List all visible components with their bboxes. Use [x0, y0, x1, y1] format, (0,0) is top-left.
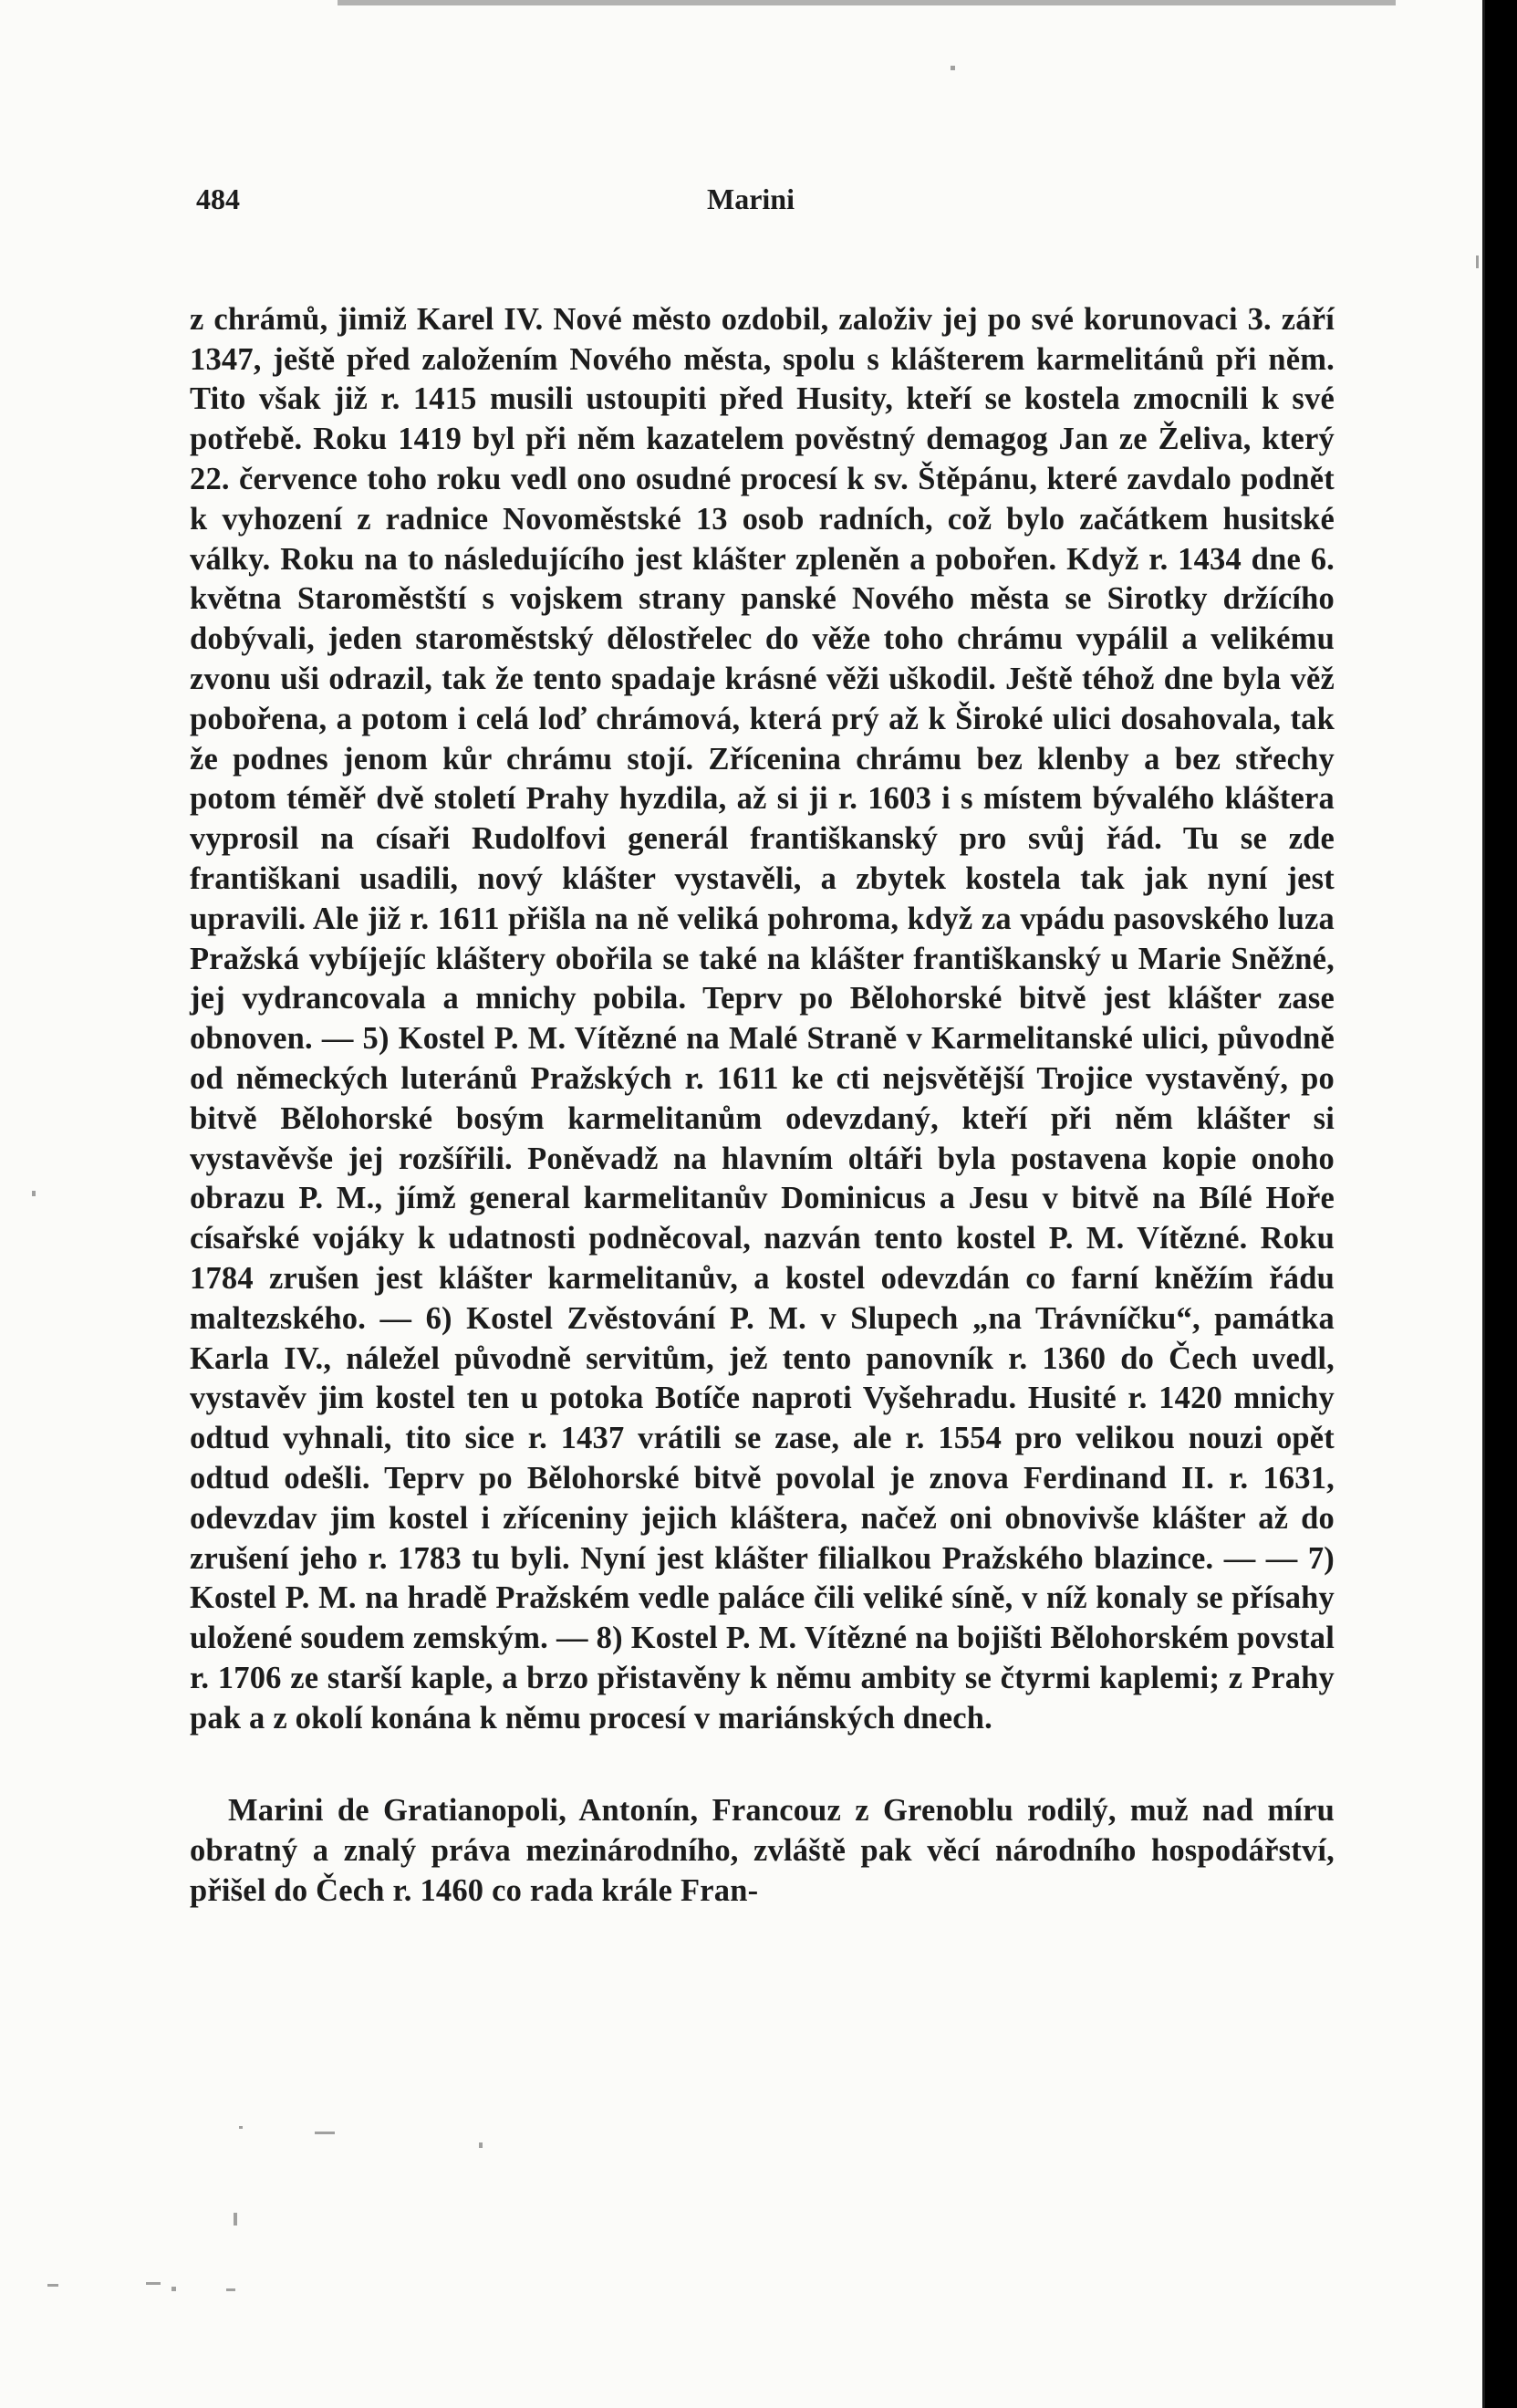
- page-top-edge: [338, 0, 1396, 5]
- page-header: [196, 182, 1273, 228]
- running-head: Marini: [707, 182, 795, 215]
- body-text: [190, 260, 1335, 1951]
- page-number: 484: [196, 182, 240, 215]
- paragraph: Marini de Gratianopoli, Antonín, Francouz z Grenoblu rodilý, muž nad míru obratný a znalý práva mezinárodního, zvláště pak věcí národního hospodářství, přišel do Čech r. 1460 co rada krále Fran-: [190, 1793, 1335, 1908]
- paragraph: z chrámů, jimiž Karel IV. Nové město ozdobil, založiv jej po své korunovaci 3. září 1347, ještě před založením Nového města, spolu s klášterem karmelitánů při něm. Tito však již r. 1415 musili ustoupiti před Husity, kteří se kostela zmocnili k své potřebě. Roku 1419 byl při něm kazatelem pověstný demagog Jan ze Želiva, který 22. července toho roku vedl ono osudné procesí k sv. Štěpánu, které zavdalo podnět k vyhození z radnice Novoměstské 13 osob radních, což bylo začátkem husitské války. Roku na to následujícího jest klášter zpleněn a pobořen. Když r. 1434 dne 6. května Staroměstští s vojskem strany panské Nového města se Sirotky držícího dobývali, jeden staroměstský dělostřelec do věže toho chrámu vypálil a velikému zvonu uši odrazil, tak že tento spadaje krásné věži uškodil. Ještě téhož dne byla věž pobořena, a potom i celá loď chrámová, která prý až k Široké ulici dosahovala, tak že podnes jenom kůr chrámu stojí. Zřícenina chrámu bez klenby a bez střechy potom téměř dvě století Prahy hyzdila, až si ji r. 1603 i s místem bývalého kláštera vyprosil na císaři Rudolfovi generál františkanský pro svůj řád. Tu se zde františkani usadili, nový klášter vystavěli, a zbytek kostela tak jak nyní jest upravili. Ale již r. 1611 přišla na ně veliká pohroma, když za vpádu pasovského luza Pražská vybíjejíc kláštery obořila se také na klášter františkanský u Marie Sněžné, jej vydrancovala a mnichy pobila. Teprv po Bělohorské bitvě jest klášter zase obnoven. — 5) Kostel P. M. Vítězné na Malé Straně v Karmelitanské ulici, původně od německých luteránů Pražských r. 1611 ke cti nejsvětější Trojice vystavěný, po bitvě Bělohorské bosým karmelitanům odevzdaný, kteří při něm klášter si vystavěvše jej rozšířili. Poněvadž na hlavním oltáři byla postavena kopie onoho obrazu P. M., jímž general karmelitanův Dominicus a Jesu v bitvě na Bílé Hoře císařské vojáky k udatnosti podněcoval, nazván tento kostel P. M. Vítězné. Roku 1784 zrušen jest klášter karmelitanův, a kostel odevzdán co farní kněžím řádu maltezského. — 6) Kostel Zvěstování P. M. v Slupech „na Trávníčku“, památka Karla IV., náležel původně servitům, jež tento panovník r. 1360 do Čech uvedl, vystavěv jim kostel ten u potoka Botíče naproti Vyšehradu. Husité r. 1420 mnichy odtud vyhnali, tito sice r. 1437 vrátili se zase, ale r. 1554 pro velikou nouzi opět odtud odešli. Teprv po Bělohorské bitvě povolal je znova Ferdinand II. r. 1631, odevzdav jim kostel i zříceniny jejich kláštera, načež oni obnovivše klášter až do zrušení jeho r. 1783 tu byli. Nyní jest klášter filialkou Pražského blazince. — — 7) Kostel P. M. na hradě Pražském vedle paláce čili veliké síně, v níž konaly se přísahy uložené soudem zemským. — 8) Kostel P. M. Vítězné na bojišti Bělohorském povstal r. 1706 ze starší kaple, a brzo přistavěny k němu ambity se čtyrmi kaplemi; z Prahy pak a z okolí konána k němu procesí v mariánských dnech.: [190, 301, 1335, 1736]
